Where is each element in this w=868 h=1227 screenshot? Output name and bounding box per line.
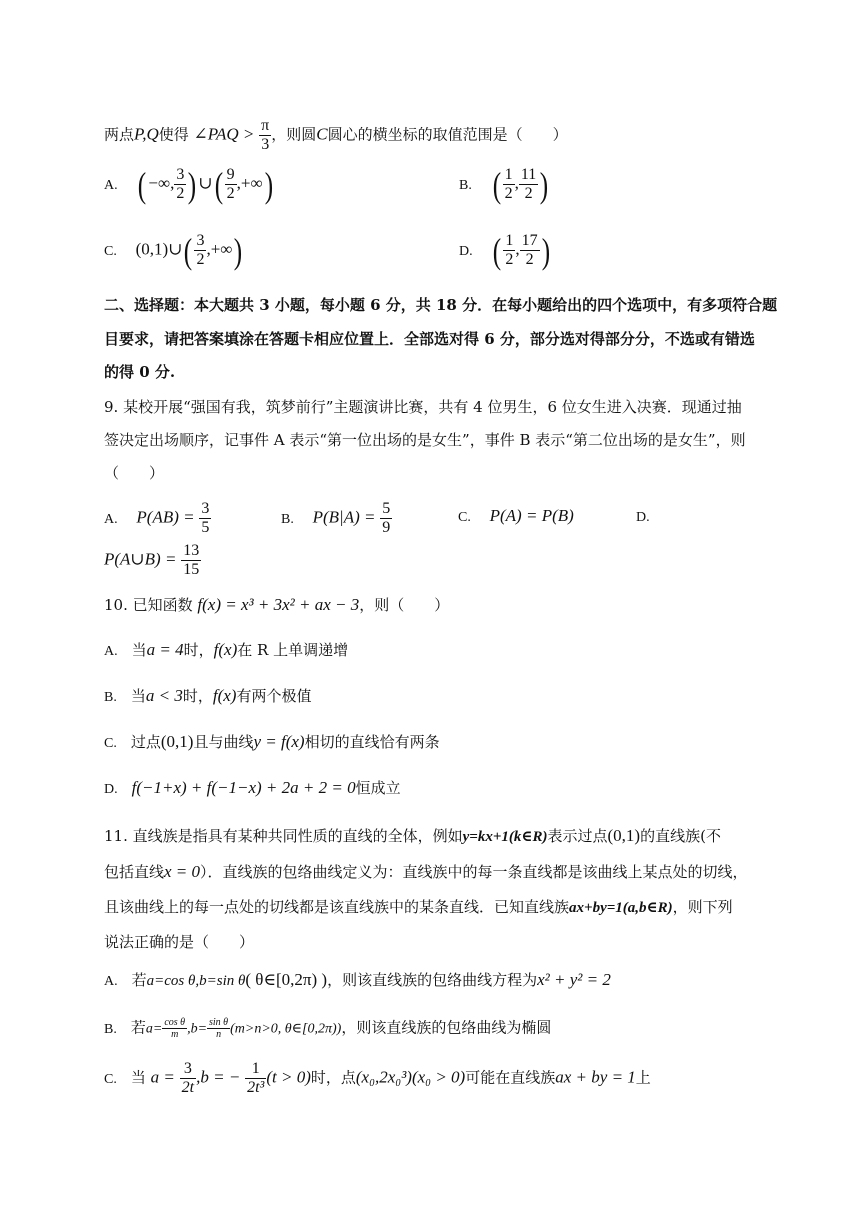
frac-num: 1 <box>504 166 513 183</box>
math: a=cos θ,b=sin θ <box>146 973 246 989</box>
frac-den: 2 <box>226 185 235 202</box>
q8-text: 使得 <box>158 125 189 144</box>
q10-text: 10. 已知函数 <box>104 596 193 614</box>
text: 当 <box>130 1068 146 1087</box>
math: P(A) = P(B) <box>489 506 574 525</box>
frac-num: sin θ <box>209 1017 229 1028</box>
q9-option-d-label <box>636 506 664 528</box>
math: (0,1) <box>160 732 194 751</box>
q8-math-pq: P,Q <box>134 124 159 144</box>
frac-num: 11 <box>520 166 537 183</box>
q9-option-b <box>281 500 392 537</box>
option-label: A. <box>104 177 118 193</box>
math: f(x) <box>213 640 238 659</box>
q8-text: ，则圆 <box>271 125 317 144</box>
math: P(B|A) = <box>312 507 376 527</box>
frac-num: 1 <box>245 1060 266 1079</box>
text: ，则该直线族的包络曲线方程为 <box>327 971 538 989</box>
frac-den: 2 <box>176 185 185 202</box>
q9-line3: （ ） <box>104 464 165 482</box>
q8-option-d <box>459 232 552 269</box>
frac-den: 2 <box>524 185 533 202</box>
text: 可能在直线族 <box>465 1068 556 1087</box>
q8-option-b <box>459 166 550 203</box>
option-label: D. <box>636 510 650 525</box>
paren-left: ( <box>184 230 193 271</box>
option-label: B. <box>104 690 117 705</box>
q9-option-a <box>104 500 211 537</box>
q9-option-c <box>458 506 574 528</box>
text: 若 <box>130 1018 146 1037</box>
comma: , <box>515 239 520 259</box>
paren-left: ( <box>492 164 501 205</box>
q10-text: ，则（ ） <box>359 596 450 614</box>
math: ,b = − <box>196 1067 241 1087</box>
paren-left: ( <box>138 164 147 205</box>
text: 时， <box>182 687 213 705</box>
math: a= <box>145 1021 163 1037</box>
math: (0,1) <box>607 826 641 845</box>
text: 表示过点 <box>547 827 608 845</box>
math: ax+by=1(a,b∈R) <box>569 900 673 916</box>
math: (t > 0) <box>266 1067 311 1087</box>
q8-math-c: C <box>316 124 328 144</box>
math: ax + by = 1 <box>555 1067 636 1087</box>
math: P(A∪B) = <box>104 549 177 569</box>
fraction <box>380 500 392 537</box>
q10-option-b <box>104 686 311 708</box>
option-label: C. <box>104 243 117 259</box>
q11-line3 <box>104 897 733 918</box>
frac-den: 15 <box>183 561 200 578</box>
math: a < 3 <box>145 686 183 705</box>
frac-den: 5 <box>201 519 210 536</box>
frac-num: 3 <box>201 500 210 517</box>
text: 过点 <box>130 733 161 751</box>
option-label: C. <box>104 736 117 751</box>
frac-num: 3 <box>196 232 205 249</box>
fraction <box>194 232 206 269</box>
text: 且该曲线上的每一点处的切线都是该直线族中的某条直线．已知直线族 <box>104 898 570 916</box>
math: ( θ∈[0,2π) ) <box>245 970 328 989</box>
text: 上 <box>635 1068 651 1087</box>
text: 有两个极值 <box>236 687 312 705</box>
text: ，则下列 <box>672 898 733 916</box>
fraction <box>520 232 540 269</box>
math: f(x) = x³ + 3x² + ax − 3 <box>197 595 360 614</box>
q10-stem <box>104 595 449 615</box>
frac-num: 1 <box>505 232 514 249</box>
paren-left: ( <box>493 230 502 271</box>
frac-num: 17 <box>521 232 538 249</box>
q11-line2 <box>104 862 748 882</box>
text: 当 <box>130 687 146 705</box>
q8-text: 两点 <box>104 125 135 144</box>
frac-den: 9 <box>382 519 391 536</box>
q11-option-b <box>104 1017 551 1040</box>
fraction <box>199 500 211 537</box>
text: 在 R 上单调递增 <box>237 641 349 659</box>
paren-right: ) <box>540 164 549 205</box>
fraction <box>503 232 515 269</box>
q8-option-a <box>104 166 275 203</box>
option-label: D. <box>459 243 473 259</box>
math: y = f(x) <box>253 732 305 751</box>
frac-den: m <box>171 1029 179 1040</box>
frac-num: 13 <box>183 542 200 559</box>
text: ）．直线族的包络曲线定义为：直线族中的每一条直线都是该曲线上某点处的切线， <box>200 863 748 881</box>
fraction <box>225 166 237 203</box>
math: x = 0 <box>164 862 201 881</box>
union-symbol: ∪ <box>198 173 213 193</box>
math: f(−1+x) + f(−1−x) + 2a + 2 = 0 <box>131 778 356 797</box>
fraction <box>180 1060 196 1097</box>
q11-line1 <box>104 826 721 847</box>
comma: , <box>514 173 519 193</box>
q8-option-c <box>104 232 244 269</box>
frac-den: 2t³ <box>247 1079 265 1096</box>
q10-option-c <box>104 732 440 754</box>
q8-stem <box>104 117 568 154</box>
frac-num: π <box>261 117 270 134</box>
fraction <box>207 1017 230 1040</box>
frac-den: n <box>216 1029 222 1040</box>
text: 时， <box>183 641 214 659</box>
math: a = <box>150 1067 175 1087</box>
fraction <box>519 166 538 203</box>
math: (m>n>0, θ∈[0,2π)) <box>230 1021 342 1037</box>
frac-num: 3 <box>180 1060 196 1079</box>
fraction <box>503 166 515 203</box>
frac-den: 2t <box>181 1079 195 1096</box>
text: 时，点 <box>310 1068 356 1087</box>
frac-num: 9 <box>226 166 235 183</box>
frac-num: 5 <box>382 500 391 517</box>
text: 11. 直线族是指具有某种共同性质的直线的全体，例如 <box>104 827 463 845</box>
option-label: A. <box>104 511 118 527</box>
paren-right: ) <box>264 164 273 205</box>
text: 且与曲线 <box>193 733 254 751</box>
option-label: C. <box>104 1071 117 1087</box>
section2-line3: 的得 0 分. <box>104 363 176 381</box>
section2-line1: 二、选择题：本大题共 3 小题，每小题 6 分，共 18 分．在每小题给出的四个选项中，有多项符合题 <box>104 296 778 314</box>
option-label: B. <box>459 177 472 193</box>
frac-den: 2 <box>196 251 205 268</box>
math: x² + y² = 2 <box>537 970 611 989</box>
paren-right: ) <box>234 230 243 271</box>
q9-line2: 签决定出场顺序，记事件 A 表示“第一位出场的是女生”，事件 B 表示“第二位出场的是女生”，则 <box>104 431 746 449</box>
frac-den: 2 <box>525 251 534 268</box>
text: 包括直线 <box>104 863 165 881</box>
fraction <box>181 542 201 579</box>
option-label: B. <box>104 1021 117 1037</box>
math: (0,1)∪ <box>135 239 183 259</box>
option-label: A. <box>104 644 118 659</box>
text: 的直线族(不 <box>640 827 721 845</box>
math: ,b= <box>187 1021 208 1037</box>
frac-den: 2 <box>504 185 513 202</box>
section2-line2: 目要求，请把答案填涂在答题卡相应位置上．全部选对得 6 分，部分选对得部分分，不选或有错选 <box>104 330 755 348</box>
math: ,+∞ <box>236 173 263 193</box>
math: P(AB) = <box>136 507 195 527</box>
math: ,+∞ <box>206 239 233 259</box>
text: 恒成立 <box>355 779 401 797</box>
q11-option-c <box>104 1060 651 1097</box>
fraction <box>162 1017 187 1040</box>
frac-num: 3 <box>176 166 185 183</box>
text: 若 <box>131 971 147 989</box>
q8-fraction-pi <box>259 117 271 154</box>
math: y=kx+1(k∈R) <box>462 829 548 845</box>
math: (x₀,2x₀³)(x₀ > 0) <box>355 1067 466 1087</box>
q11-option-a <box>104 970 611 992</box>
q11-line4: 说法正确的是（ ） <box>104 933 255 951</box>
q9-option-d <box>104 542 201 579</box>
text: ，则该直线族的包络曲线为椭圆 <box>341 1018 552 1037</box>
fraction <box>245 1060 266 1097</box>
frac-den: 2 <box>505 251 514 268</box>
q10-option-a <box>104 640 348 662</box>
paren-right: ) <box>188 164 197 205</box>
q8-text: 圆心的横坐标的取值范围是（ ） <box>327 125 568 144</box>
option-label: C. <box>458 510 471 525</box>
option-label: B. <box>281 511 294 527</box>
frac-den: 3 <box>261 136 270 153</box>
paren-left: ( <box>214 164 223 205</box>
math: f(x) <box>212 686 237 705</box>
q9-line1: 9. 某校开展“强国有我，筑梦前行”主题演讲比赛，共有 4 位男生，6 位女生进入决赛．现通过抽 <box>104 398 742 416</box>
option-label: A. <box>104 974 118 989</box>
option-label: D. <box>104 782 118 797</box>
q8-math-angle: ∠PAQ > <box>193 124 255 144</box>
fraction <box>174 166 186 203</box>
text: 当 <box>131 641 147 659</box>
paren-right: ) <box>541 230 550 271</box>
frac-num: cos θ <box>164 1017 186 1028</box>
q10-option-d <box>104 778 401 800</box>
text: 相切的直线恰有两条 <box>304 733 440 751</box>
math: a = 4 <box>146 640 184 659</box>
math: −∞, <box>148 173 175 193</box>
